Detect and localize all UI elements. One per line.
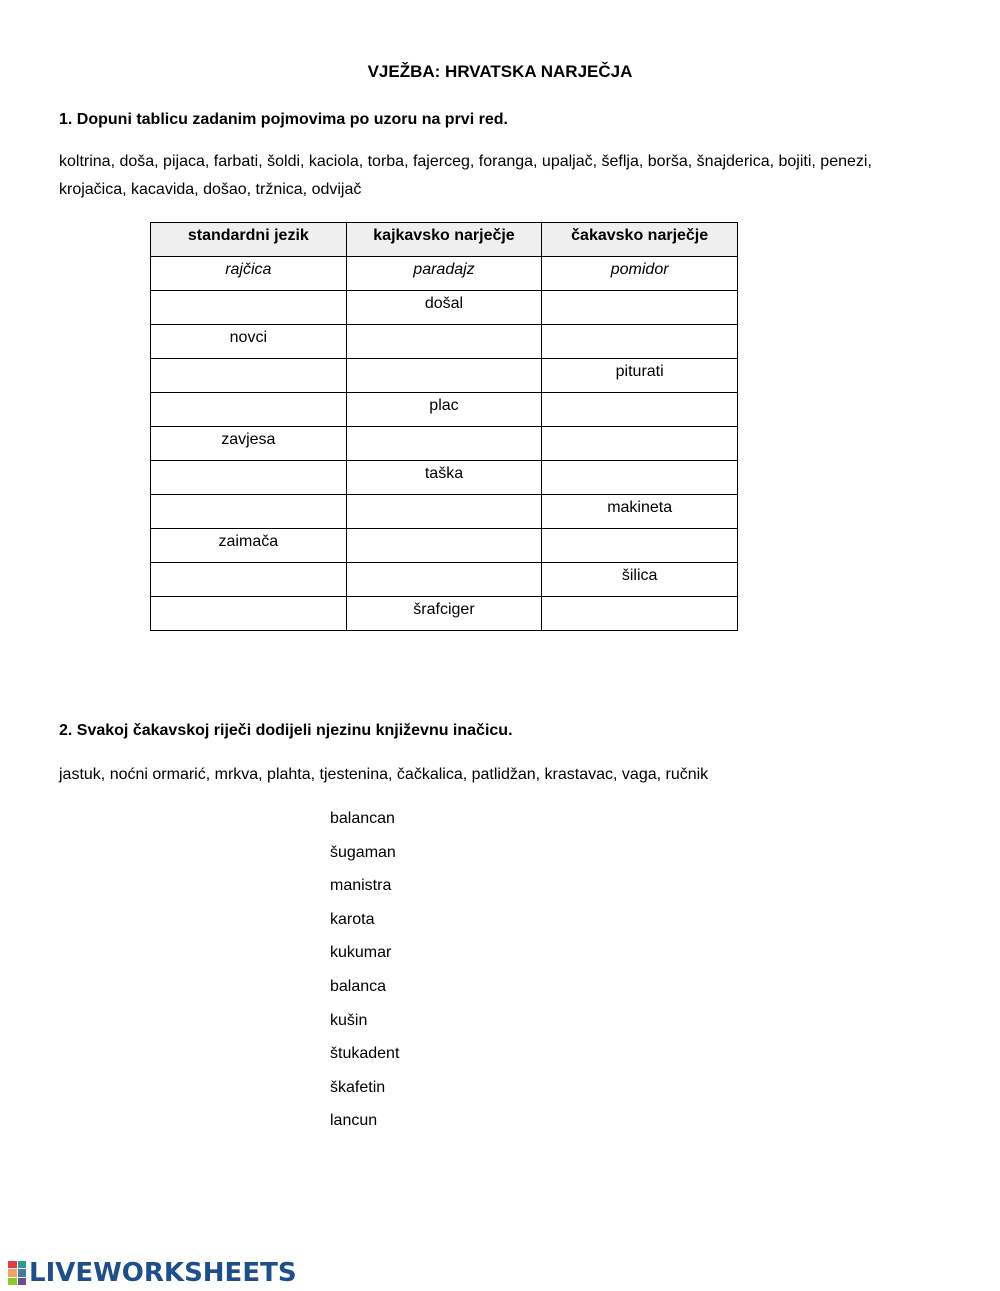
list-item: šugaman [330,843,396,861]
table-cell: šrafciger [346,597,542,631]
answer-cell[interactable] [346,427,542,461]
table-row [151,393,738,427]
answer-cell[interactable] [151,359,347,393]
list-item: lancun [330,1112,378,1130]
answer-cell[interactable] [542,597,738,631]
table-row-example [151,257,738,291]
table-row [151,529,738,563]
list-item: kušin [330,1011,368,1029]
answer-cell[interactable] [151,461,347,495]
list-item: karota [330,910,375,928]
table-cell: makineta [542,495,738,529]
logo-square [18,1261,27,1268]
table-cell: paradajz [346,257,542,291]
list-item: manistra [330,877,392,895]
task1-heading: 1. Dopuni tablicu zadanim pojmovima po uzoru na prvi red. [59,111,508,128]
list-item: štukadent [330,1045,400,1063]
answer-cell[interactable] [151,495,347,529]
list-item: škafetin [330,1078,386,1096]
logo-square [8,1278,17,1285]
logo-square [8,1269,17,1276]
answer-cell[interactable] [346,563,542,597]
dialect-table [150,222,738,631]
table-header-row [151,223,738,257]
table-cell: rajčica [151,257,347,291]
answer-cell[interactable] [151,291,347,325]
answer-cell[interactable] [151,597,347,631]
logo-mark-icon [8,1261,26,1285]
answer-cell[interactable] [542,393,738,427]
logo-text: LIVEWORKSHEETS [29,1258,297,1288]
task2-word-bank: jastuk, noćni ormarić, mrkva, plahta, tjestenina, čačkalica, patlidžan, krastavac, vaga, ručnik [59,766,709,783]
logo-square [18,1278,27,1285]
answer-cell[interactable] [346,529,542,563]
answer-cell[interactable] [542,325,738,359]
table-cell: novci [151,325,347,359]
task2-heading: 2. Svakoj čakavskoj riječi dodijeli njezinu književnu inačicu. [59,722,513,739]
logo-square [8,1261,17,1268]
answer-cell[interactable] [542,291,738,325]
table-row [151,495,738,529]
answer-cell[interactable] [346,325,542,359]
table-cell: pomidor [542,257,738,291]
table-cell: zaimača [151,529,347,563]
list-item: kukumar [330,944,392,962]
answer-cell[interactable] [151,393,347,427]
logo-square [18,1269,27,1276]
answer-cell[interactable] [151,563,347,597]
list-item: balancan [330,810,395,827]
table-row [151,461,738,495]
table-cell: šilica [542,563,738,597]
table-row [151,563,738,597]
table-cell: zavjesa [151,427,347,461]
table-row [151,291,738,325]
col-header-standard: standardni jezik [151,223,347,257]
answer-cell[interactable] [346,359,542,393]
table-row [151,427,738,461]
table-row [151,597,738,631]
answer-cell[interactable] [542,461,738,495]
table-cell: taška [346,461,542,495]
answer-cell[interactable] [346,495,542,529]
chakavian-word-list [330,806,399,1142]
task1-word-bank: koltrina, doša, pijaca, farbati, šoldi, kaciola, torba, fajerceg, foranga, upaljač, šeflja, borša, šnajderica, bojiti, penezi, krojačica, kacavida, došao, tržnica, odvijač [59,153,872,198]
liveworksheets-logo [8,1258,297,1288]
col-header-kajkavian: kajkavsko narječje [346,223,542,257]
table-row [151,325,738,359]
list-item: balanca [330,977,387,995]
col-header-chakavian: čakavsko narječje [542,223,738,257]
page-title: VJEŽBA: HRVATSKA NARJEČJA [367,62,633,81]
table-cell: piturati [542,359,738,393]
table-row [151,359,738,393]
table-cell: plac [346,393,542,427]
table-cell: došal [346,291,542,325]
answer-cell[interactable] [542,427,738,461]
answer-cell[interactable] [542,529,738,563]
